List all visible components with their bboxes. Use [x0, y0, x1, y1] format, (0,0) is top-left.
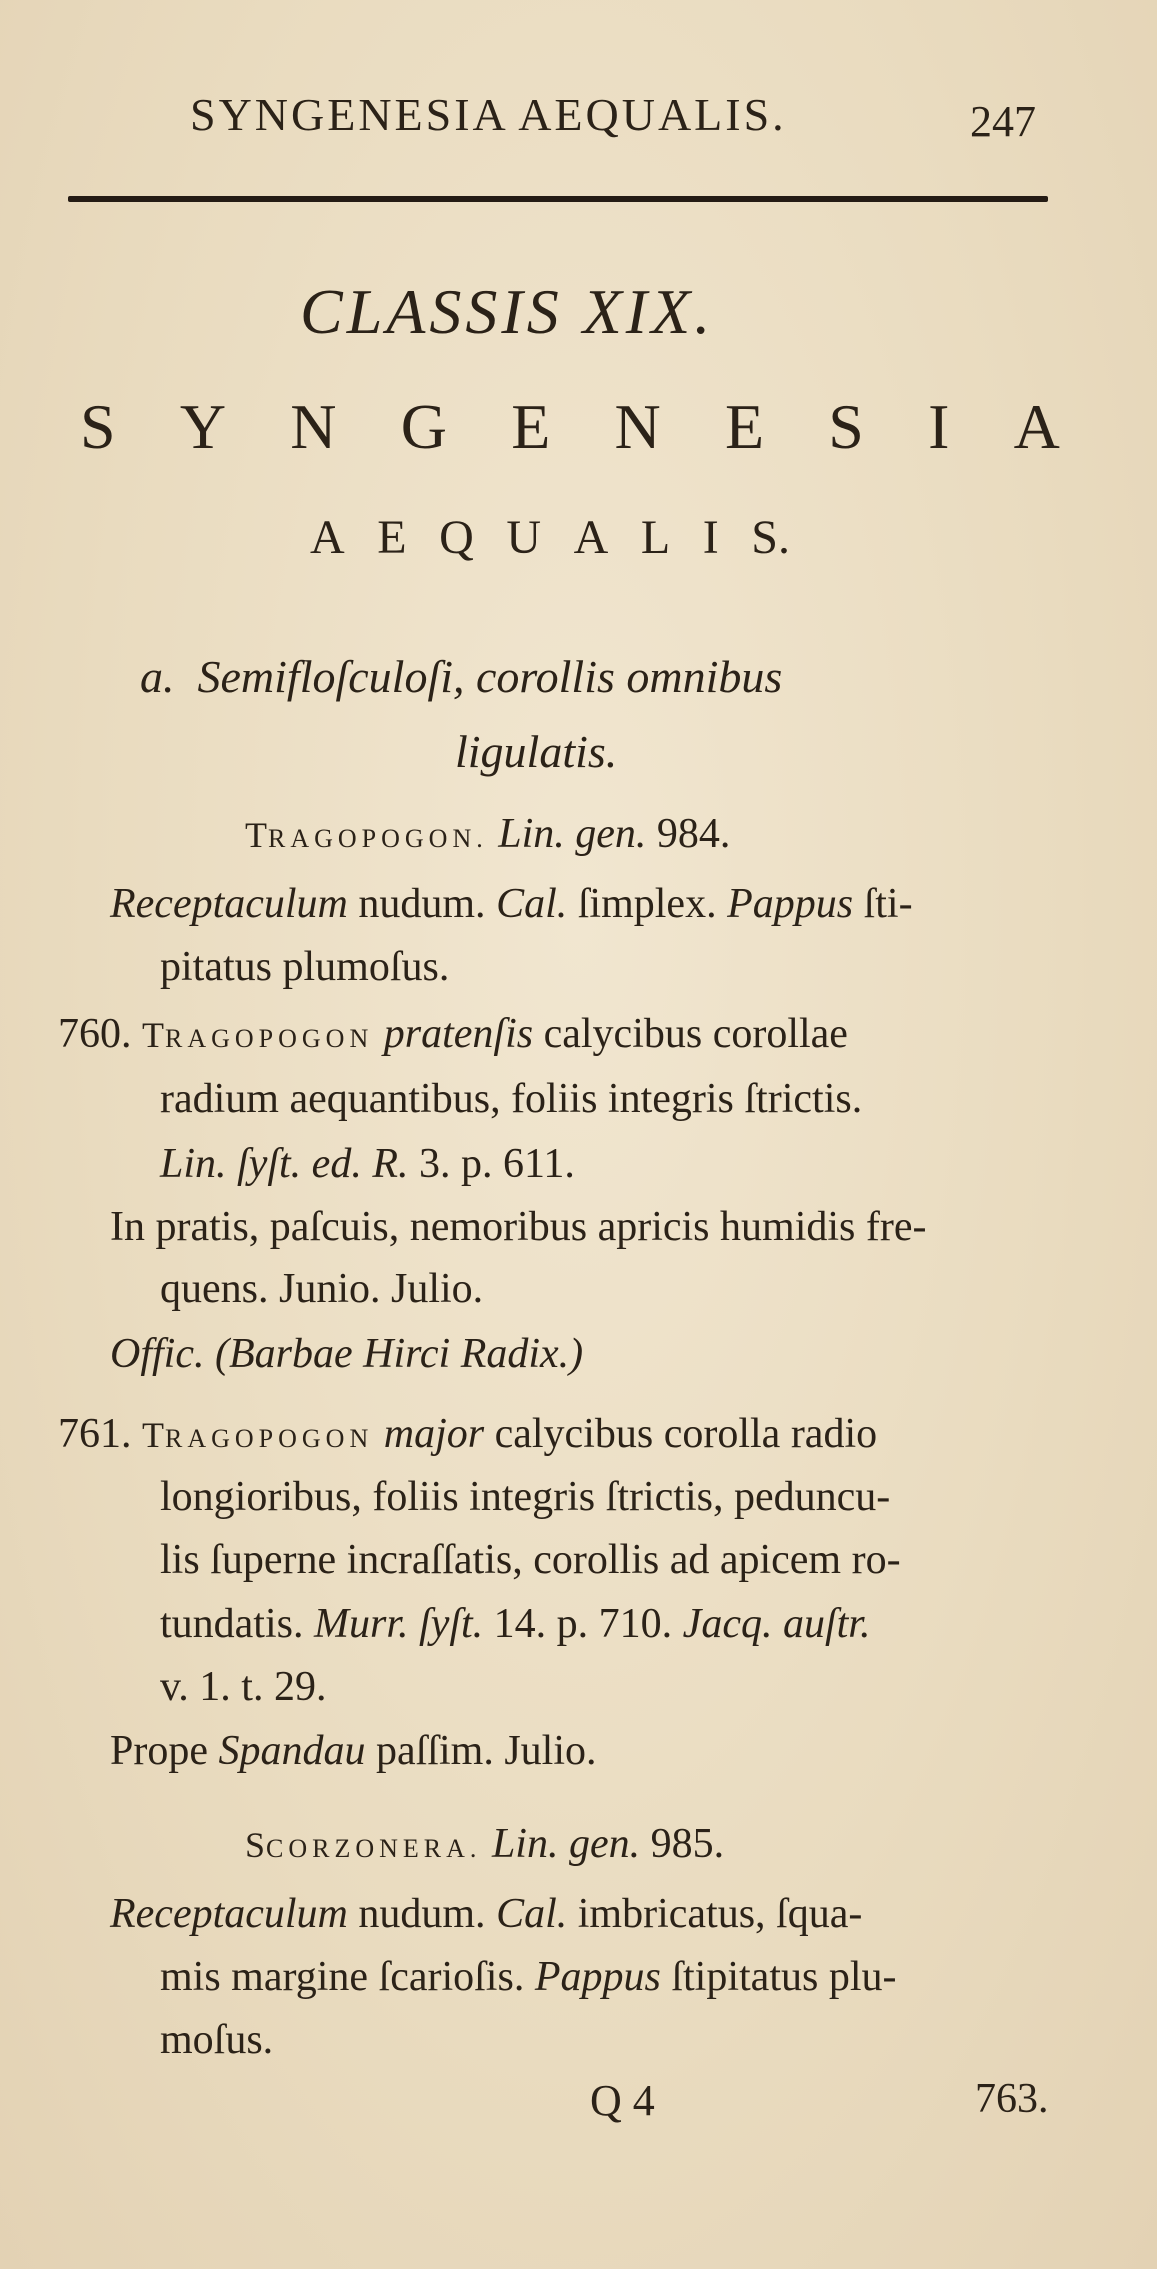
genus-initial: T [142, 1415, 165, 1455]
section-a-line1 [140, 650, 782, 703]
genus-initial: T [245, 815, 268, 855]
syngenesia-letter: S [80, 391, 116, 462]
section-a-line2: ligulatis. [455, 726, 618, 777]
species-number: 761. [58, 1411, 132, 1457]
species-epithet: major [383, 1411, 485, 1457]
aequalis-letter: I [702, 511, 719, 564]
species-761-line4 [160, 1600, 870, 1648]
genus-initial: T [142, 1015, 165, 1055]
aequalis-letter: U [506, 511, 542, 564]
species-761-line3: lis ſuperne incraſſatis, corollis ad apicem ro- [160, 1537, 901, 1583]
species-760-line4: In pratis, paſcuis, nemoribus apricis humidis fre- [110, 1204, 927, 1250]
genus-rest: CORZONERA. [266, 1834, 482, 1863]
aequalis-letter: S. [751, 511, 790, 564]
genus-rest: RAGOPOGON. [268, 824, 488, 853]
page-number: 247 [970, 97, 1036, 146]
text: tundatis. [160, 1601, 314, 1647]
text-italic: Receptaculum [110, 881, 348, 927]
aequalis-letter: Q [439, 511, 474, 564]
text: 14. p. 710. [483, 1601, 683, 1647]
text: calycibus corollae [533, 1011, 848, 1057]
classis-heading: CLASSIS XIX. [300, 276, 715, 347]
syngenesia-letter: E [511, 391, 551, 462]
text: 3. p. 611. [408, 1141, 575, 1187]
genus-rest: RAGOPOGON [165, 1424, 374, 1453]
scorzonera-genus-line3: moſus. [160, 2017, 274, 2063]
text: ſimplex. [567, 881, 728, 927]
text: paſſim. Julio. [365, 1728, 597, 1774]
text-italic: Cal. [496, 1891, 568, 1937]
text: nudum. [347, 1891, 497, 1937]
aequalis-heading [310, 510, 790, 565]
syngenesia-letter: S [828, 391, 864, 462]
catchword: 763. [975, 2076, 1049, 2122]
aequalis-letter: L [640, 511, 671, 564]
text: Prope [110, 1728, 219, 1774]
species-760-line6: Offic. (Barbae Hirci Radix.) [110, 1331, 584, 1377]
running-head-title: SYNGENESIA AEQUALIS. [190, 89, 787, 140]
aequalis-letter: E [377, 511, 407, 564]
text: ſtipitatus plu- [660, 1954, 897, 2000]
text-italic: Jacq. auſtr. [682, 1601, 871, 1647]
species-761-line5: v. 1. t. 29. [160, 1664, 327, 1710]
syngenesia-letter: N [614, 391, 661, 462]
section-a-marker: a. [140, 651, 175, 702]
species-epithet: pratenſis [383, 1011, 534, 1057]
species-760-line5: quens. Junio. Julio. [160, 1266, 484, 1312]
text: ſti- [853, 881, 913, 927]
text-italic: Pappus [727, 881, 854, 927]
scorzonera-genus-line1 [110, 1890, 862, 1938]
syngenesia-letter: I [928, 391, 950, 462]
scorzonera-genus-line2 [160, 1953, 896, 2001]
tragopogon-genus-heading [245, 810, 730, 858]
syngenesia-letter: A [1013, 391, 1060, 462]
genus-initial: S [245, 1825, 267, 1865]
section-a-text1: Semifloſculoſi, corollis omnibus [197, 651, 783, 702]
genus-ref: Lin. gen. [498, 811, 647, 857]
text: calycibus corolla radio [484, 1411, 878, 1457]
syngenesia-letter: G [400, 391, 447, 462]
genus-ref-num: 985. [650, 1821, 725, 1867]
text-italic: Lin. ſyſt. ed. R. [160, 1141, 409, 1187]
text: imbricatus, ſqua- [567, 1891, 863, 1937]
aequalis-letter: A [310, 511, 345, 564]
syngenesia-letter: Y [179, 391, 227, 462]
genus-ref: Lin. gen. [491, 1821, 641, 1867]
aequalis-letter: A [573, 511, 609, 564]
syngenesia-letter: E [724, 391, 765, 462]
text-italic: Murr. ſyſt. [314, 1601, 484, 1647]
signature-mark: Q 4 [590, 2076, 655, 2125]
species-761-line2: longioribus, foliis integris ſtrictis, peduncu- [160, 1474, 891, 1520]
genus-rest: RAGOPOGON [165, 1024, 374, 1053]
tragopogon-genus-line1 [110, 880, 913, 928]
species-760-line3 [160, 1140, 575, 1188]
syngenesia-heading [80, 390, 1060, 464]
species-760-line2: radium aequantibus, foliis integris ſtrictis. [160, 1076, 863, 1122]
tragopogon-genus-line2: pitatus plumoſus. [160, 944, 450, 990]
text: nudum. [347, 881, 497, 927]
species-760-line1 [58, 1010, 848, 1058]
text-italic: Pappus [534, 1954, 661, 2000]
syngenesia-letter: N [290, 391, 337, 462]
header-rule [68, 196, 1048, 202]
text-italic: Cal. [496, 881, 568, 927]
scorzonera-genus-heading [245, 1820, 724, 1868]
species-761-line1 [58, 1410, 877, 1458]
text-italic: Spandau [218, 1728, 366, 1774]
genus-ref-num: 984. [656, 811, 731, 857]
species-761-line6 [110, 1727, 597, 1775]
text: mis margine ſcarioſis. [160, 1954, 535, 2000]
species-number: 760. [58, 1011, 132, 1057]
text-italic: Receptaculum [110, 1891, 348, 1937]
